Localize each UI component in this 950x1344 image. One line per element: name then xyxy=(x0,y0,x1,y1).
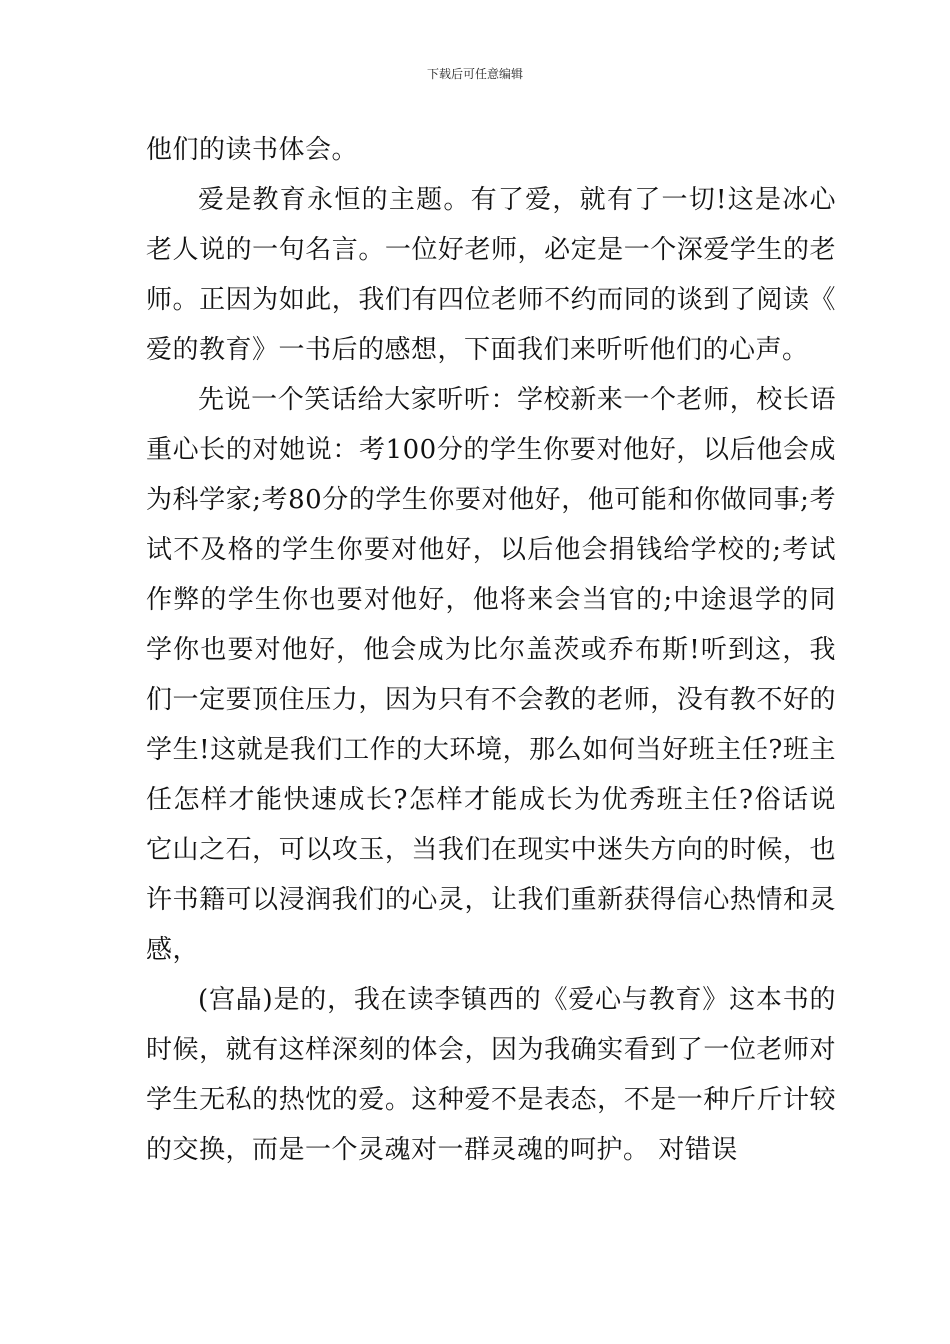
paragraph-2: 爱是教育永恒的主题。有了爱，就有了一切!这是冰心老人说的一句名言。一位好老师，必定是一个深爱学生的老师。正因为如此，我们有四位老师不约而同的谈到了阅读《 爱的教育》一书后的感想，下面我们来听听他们的心声。 xyxy=(146,185,836,365)
paragraph-1: 他们的读书体会。 xyxy=(146,135,359,165)
paragraph-4: (宫晶)是的，我在读李镇西的《爱心与教育》这本书的时候，就有这样深刻的体会，因为我确实看到了一位老师对学生无私的热忱的爱。这种爱不是表态，不是一种斤斤计较的交换，而是一个灵魂对一群灵魂的呵护。 对错误 xyxy=(146,985,836,1165)
document-body xyxy=(146,125,836,1175)
page-header-note: 下载后可任意编辑 xyxy=(426,67,523,81)
paragraph-3: 先说一个笑话给大家听听：学校新来一个老师，校长语重心长的对她说：考100分的学生你要对他好，以后他会成为科学家;考80分的学生你要对他好，他可能和你做同事;考试不及格的学生你要对他好，以后他会捐钱给学校的;考试作弊的学生你也要对他好，他将来会当官的;中途退学的同学你也要对他好，他会成为比尔盖茨或乔布斯!听到这，我们一定要顶住压力，因为只有不会教的老师，没有教不好的学生!这就是我们工作的大环境，那么如何当好班主任?班主任怎样才能快速成长?怎样才能成长为优秀班主任?俗话说它山之石，可以攻玉，当我们在现实中迷失方向的时候，也许书籍可以浸润我们的心灵，让我们重新获得信心热情和灵感， xyxy=(146,385,836,965)
